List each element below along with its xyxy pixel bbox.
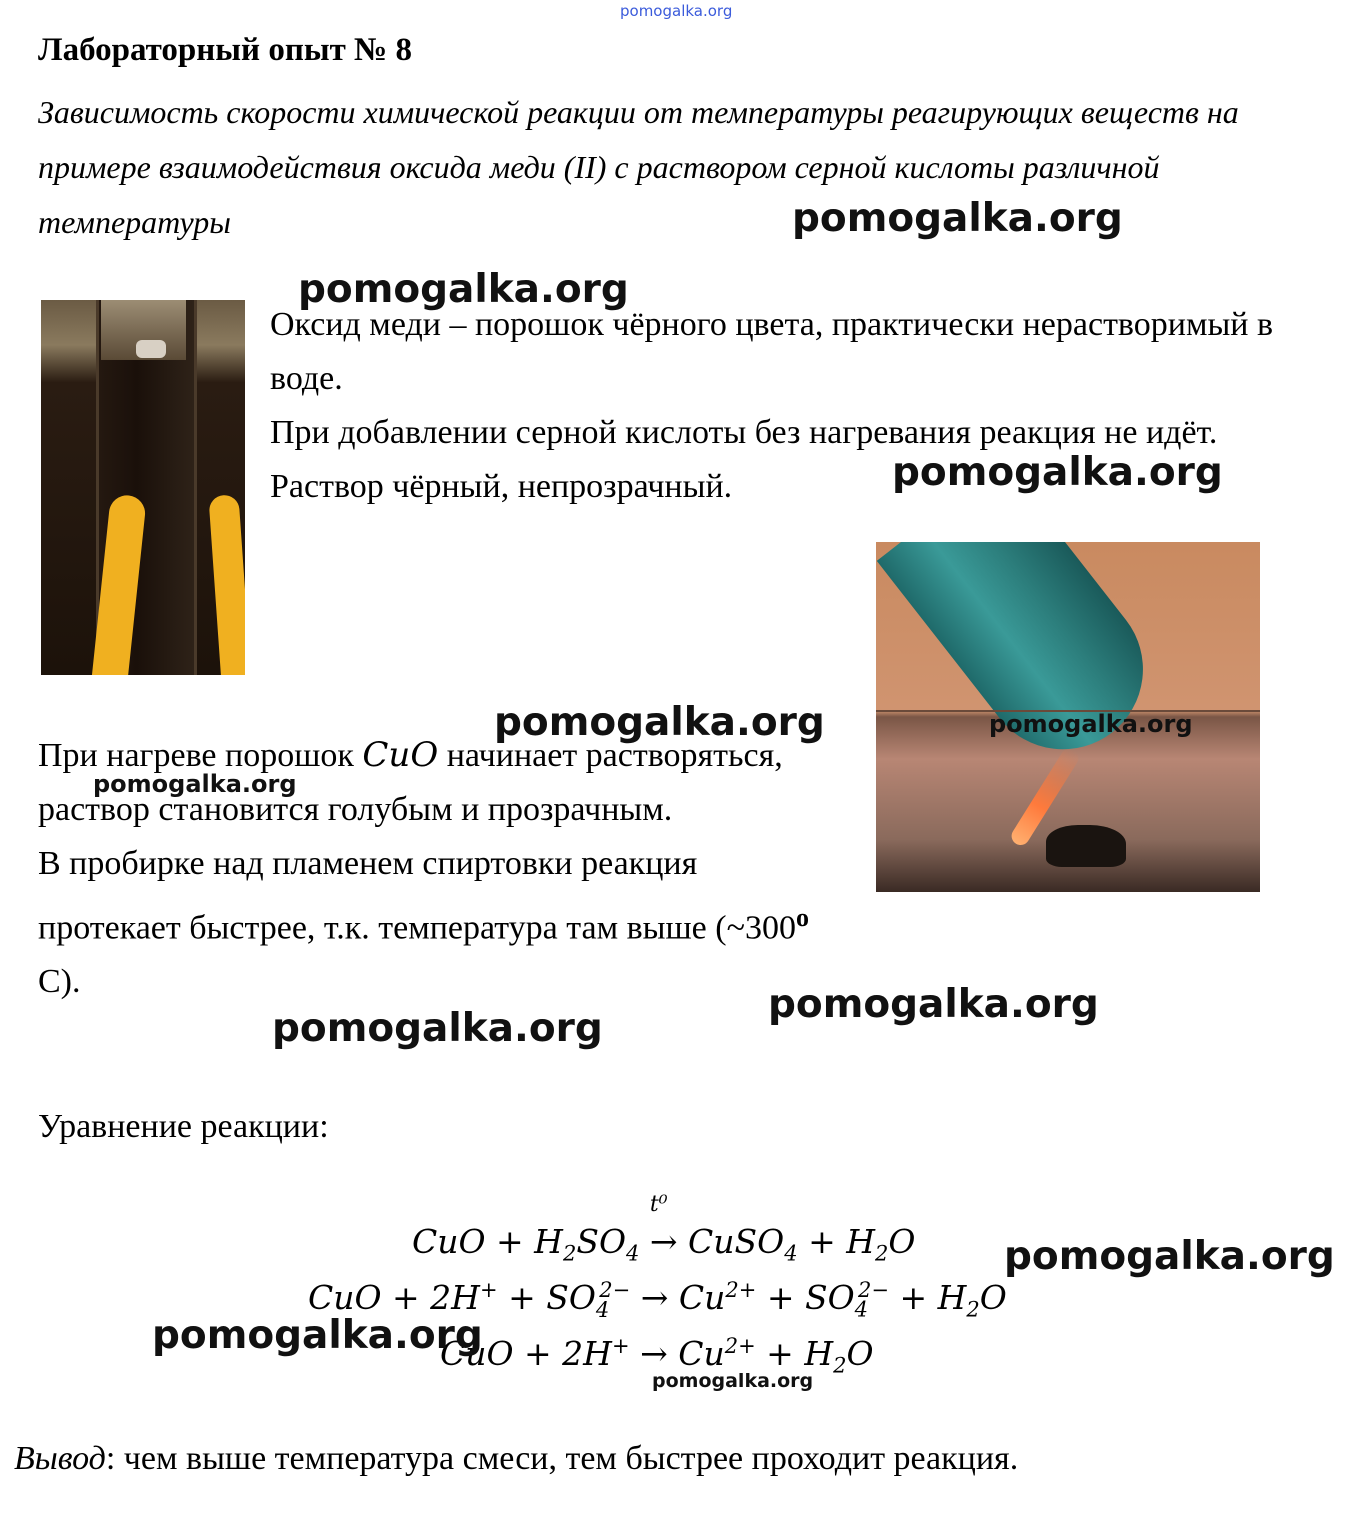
paragraph2-part3: В пробирке над пламенем спиртовки реакция протекает быстрее, т.к. температура там выше (~300: [38, 845, 796, 947]
equation-molecular: CuO + $H_2SO_4$ t⁰ → CuSO$_4$ + $H_2O$: [412, 1192, 916, 1266]
equation-short-ionic: CuO + $2H^+ \to Cu^{2+} + H_2O$: [440, 1334, 874, 1378]
degree-sign: o: [795, 903, 809, 932]
paragraph1-line2: При добавлении серной кислоты без нагревания реакция не идёт. Раствор чёрный, непрозрачный.: [270, 414, 1218, 505]
equation-label: Уравнение реакции:: [38, 1108, 329, 1145]
conclusion-label: Вывод: [14, 1440, 106, 1477]
conclusion: [14, 1440, 1018, 1478]
photo-black-copper-oxide-tube: [41, 300, 245, 675]
watermark: pomogalka.org: [93, 770, 297, 798]
page-title: Лабораторный опыт № 8: [38, 32, 412, 68]
watermark: pomogalka.org: [652, 1370, 814, 1392]
watermark: pomogalka.org: [152, 1313, 483, 1358]
watermark: pomogalka.org: [892, 450, 1223, 495]
header-watermark: pomogalka.org: [620, 2, 733, 20]
watermark: pomogalka.org: [272, 1006, 603, 1051]
reaction-condition: t⁰: [649, 1192, 668, 1217]
watermark: pomogalka.org: [792, 196, 1123, 241]
equation-full-ionic: CuO + $2H^+ + SO_4^{2-} \to Cu^{2+} + SO_4^{2-} + H_2O$: [308, 1278, 1007, 1322]
paragraph2-part1: При нагреве порошок: [38, 737, 363, 774]
watermark: pomogalka.org: [989, 710, 1193, 738]
watermark: pomogalka.org: [768, 982, 1099, 1027]
watermark: pomogalka.org: [298, 267, 629, 312]
paragraph1-line1: Оксид меди – порошок чёрного цвета, практически нерастворимый в воде.: [270, 306, 1274, 397]
paragraph2-part2: начинает растворяться, раствор становится голубым и прозрачным.: [38, 737, 783, 828]
paragraph2-part4: С).: [38, 963, 81, 1001]
page-subtitle: Зависимость скорости химической реакции от температуры реагирующих веществ на примере взаимодействия оксида меди (II) с раствором серной кислоты различной температуры: [38, 94, 1239, 240]
watermark: pomogalka.org: [494, 700, 825, 745]
watermark: pomogalka.org: [1004, 1234, 1335, 1279]
formula-cuo: CuO: [362, 735, 439, 775]
conclusion-text: : чем выше температура смеси, тем быстрее проходит реакция.: [105, 1440, 1019, 1477]
